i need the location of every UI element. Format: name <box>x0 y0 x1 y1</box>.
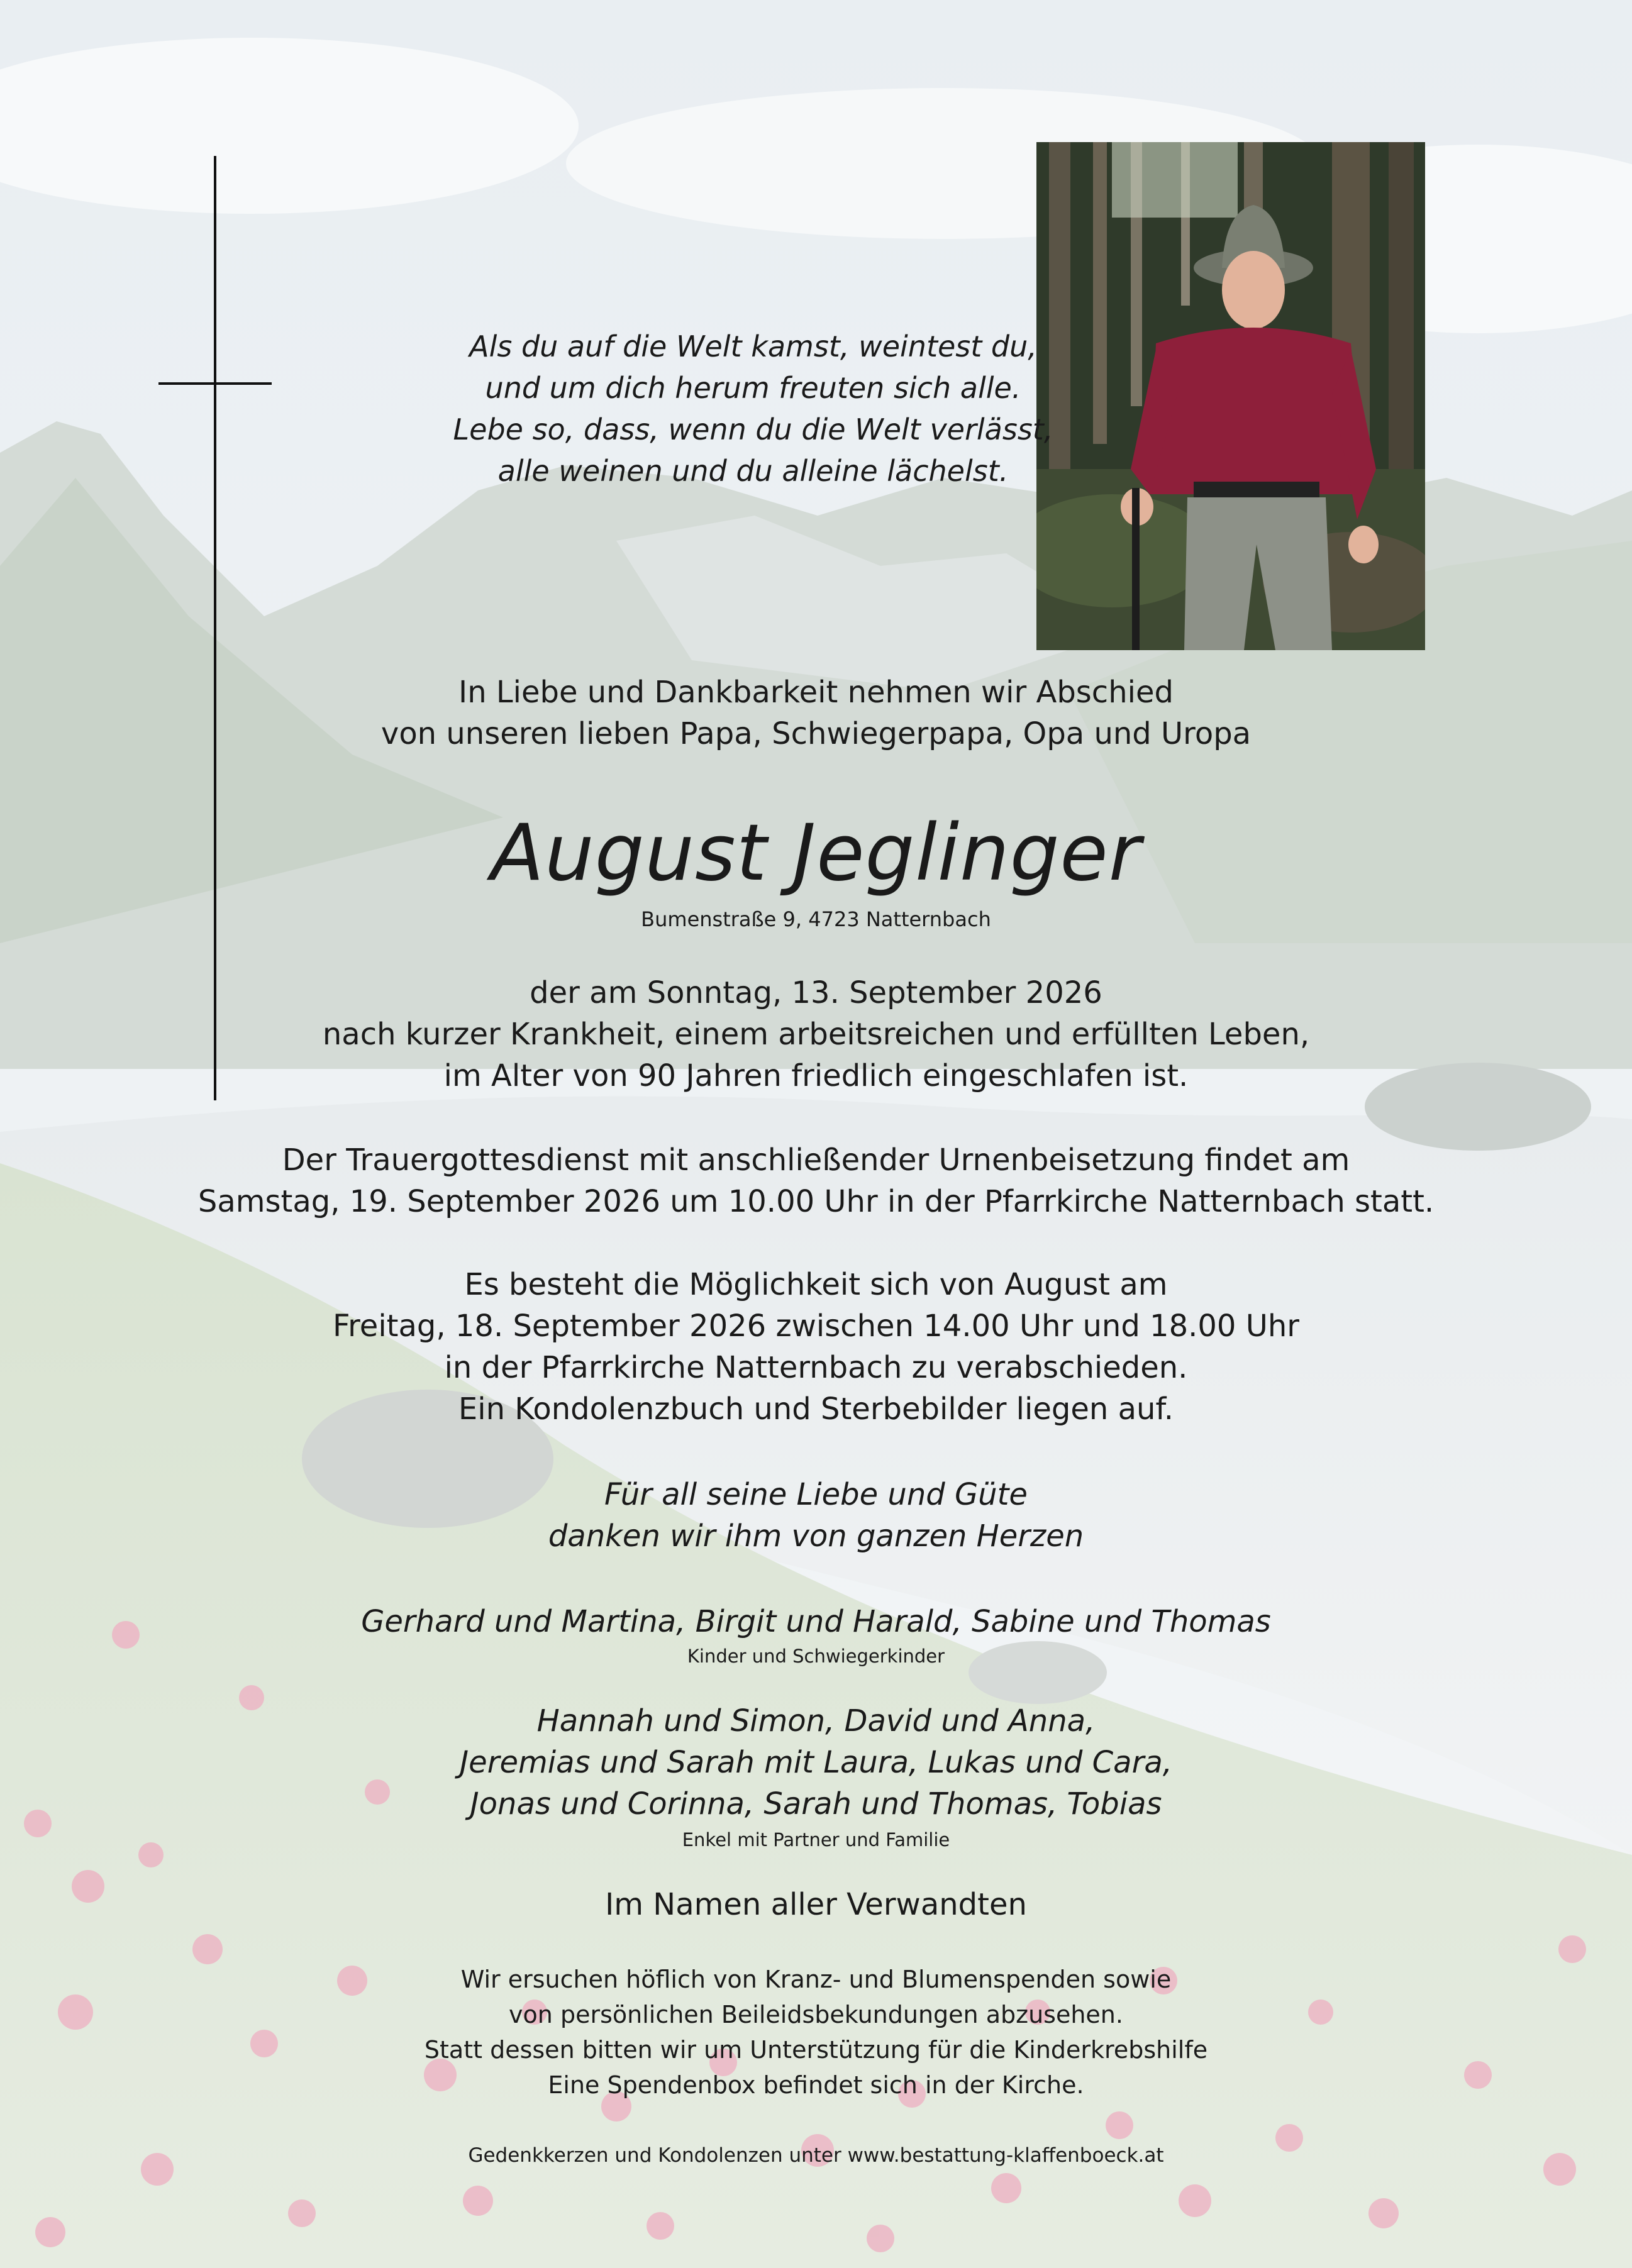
death-notice-line: der am Sonntag, 13. September 2026 <box>530 975 1102 1010</box>
death-notice <box>0 972 1632 1097</box>
intro-line: In Liebe und Dankbarkeit nehmen wir Abschied <box>458 675 1174 710</box>
quote-line: und um dich herum freuten sich alle. <box>485 371 1021 405</box>
farewell-intro <box>0 672 1632 755</box>
quote-line: Als du auf die Welt kamst, weintest du, <box>469 329 1037 363</box>
deceased-address: Bumenstraße 9, 4723 Natternbach <box>641 907 991 931</box>
viewing-info <box>0 1264 1632 1430</box>
quote-line: alle weinen und du alleine lächelst. <box>497 454 1009 488</box>
viewing-line: Ein Kondolenzbuch und Sterbebilder liegen auf. <box>458 1391 1174 1427</box>
grandchildren-line: Hannah und Simon, David und Anna, <box>536 1703 1096 1739</box>
donation-request <box>0 1962 1632 2103</box>
memorial-quote <box>0 326 1569 492</box>
request-line: Wir ersuchen höflich von Kranz- und Blumenspenden sowie <box>460 1966 1172 1993</box>
grandchildren-line: Jonas und Corinna, Sarah und Thomas, Tobias <box>470 1786 1162 1822</box>
children-names: Gerhard und Martina, Birgit und Harald, Sabine und Thomas <box>361 1604 1271 1639</box>
viewing-line: Es besteht die Möglichkeit sich von August am <box>464 1267 1168 1302</box>
request-line: Statt dessen bitten wir um Unterstützung für die Kinderkrebshilfe <box>424 2036 1208 2064</box>
children-caption: Kinder und Schwiegerkinder <box>687 1646 945 1667</box>
thanks-message <box>0 1474 1632 1557</box>
quote-line: Lebe so, dass, wenn du die Welt verlässt, <box>453 412 1053 446</box>
grandchildren-names <box>0 1700 1632 1825</box>
request-line: Eine Spendenbox befindet sich in der Kirche. <box>548 2071 1084 2099</box>
death-notice-line: nach kurzer Krankheit, einem arbeitsreichen und erfüllten Leben, <box>322 1017 1310 1052</box>
relatives-signature: Im Namen aller Verwandten <box>605 1887 1027 1922</box>
request-line: von persönlichen Beileidsbekundungen abzusehen. <box>509 2001 1123 2028</box>
cross-vertical-bar <box>214 156 216 1100</box>
viewing-line: in der Pfarrkirche Natternbach zu verabschieden. <box>444 1350 1188 1385</box>
footer-condolence-link: Gedenkkerzen und Kondolenzen unter www.bestattung-klaffenboeck.at <box>468 2144 1164 2167</box>
thanks-line: danken wir ihm von ganzen Herzen <box>548 1518 1084 1554</box>
grandchildren-line: Jeremias und Sarah mit Laura, Lukas und Cara, <box>460 1745 1172 1780</box>
thanks-line: Für all seine Liebe und Güte <box>604 1477 1028 1512</box>
grandchildren-caption: Enkel mit Partner und Familie <box>682 1829 950 1850</box>
death-notice-line: im Alter von 90 Jahren friedlich eingeschlafen ist. <box>443 1058 1189 1093</box>
intro-line: von unseren lieben Papa, Schwiegerpapa, Opa und Uropa <box>380 716 1252 751</box>
viewing-line: Freitag, 18. September 2026 zwischen 14.00 Uhr und 18.00 Uhr <box>332 1308 1300 1344</box>
service-line: Der Trauergottesdienst mit anschließender Urnenbeisetzung findet am <box>282 1142 1350 1178</box>
funeral-service-info <box>0 1139 1632 1222</box>
deceased-name: August Jeglinger <box>491 808 1141 899</box>
service-line: Samstag, 19. September 2026 um 10.00 Uhr in der Pfarrkirche Natternbach statt. <box>197 1184 1435 1219</box>
